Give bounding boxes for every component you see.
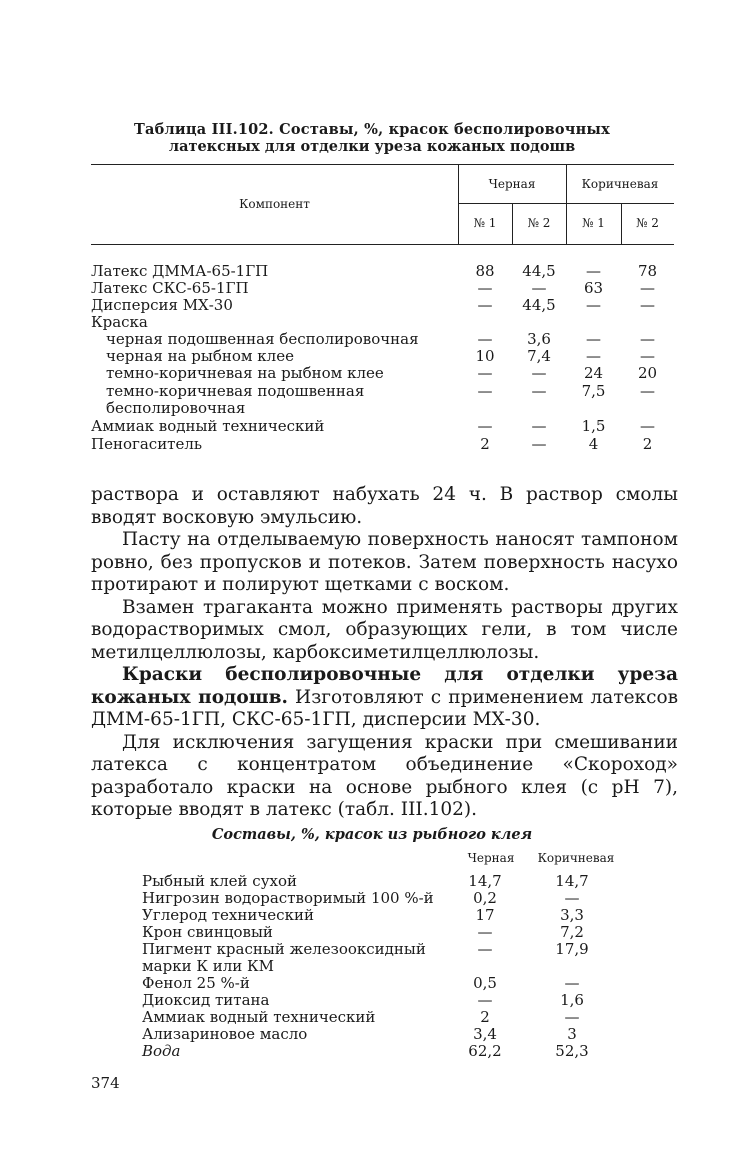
table1-cell: 44,5 [522, 262, 556, 280]
table2-row-label: Диоксид титана [142, 991, 270, 1009]
table2-cell: — [477, 991, 493, 1009]
body-text [91, 484, 678, 822]
table1-cell: — [640, 347, 655, 365]
table1-cell: — [477, 382, 493, 400]
table2-row-label: Аммиак водный технический [142, 1008, 376, 1026]
table2-cell: 14,7 [555, 872, 589, 890]
table1-header-col: № 2 [527, 216, 551, 230]
table2-row-label: Фенол 25 %-й [142, 974, 250, 992]
paragraph-text: Изготовляют с применением латексов ДММ-65-1ГП, СКС-65-1ГП, дисперсии МХ-30. [91, 686, 678, 730]
table2-header-brown: Коричневая [537, 851, 615, 865]
table1-cell: 44,5 [522, 296, 556, 314]
table1-header-col: № 1 [582, 216, 605, 230]
table1-cell: 63 [583, 279, 604, 297]
table2-cell: 17,9 [555, 940, 589, 958]
table2-cell: 3,3 [560, 906, 584, 924]
table1-cell: — [531, 382, 547, 400]
table1-cell: — [586, 296, 601, 314]
table2-row-label: Пигмент красный железооксидный [142, 940, 426, 958]
table2-cell: 0,2 [473, 889, 497, 907]
table1-header-bottom-rule [91, 244, 674, 245]
table1-cell: — [531, 279, 547, 297]
table2-row-label: Ализариновое масло [142, 1025, 308, 1043]
table2-cell: 3 [567, 1025, 577, 1043]
table1-cell: 88 [475, 262, 495, 280]
table1-cell: — [477, 417, 493, 435]
paragraph: раствора и оставляют набухать 24 ч. В раствор смолы вводят восковую эмульсию. [91, 484, 678, 528]
table1-row-label: Краска [91, 313, 148, 331]
table2-cell: 3,4 [473, 1025, 497, 1043]
table1-header-component: Компонент [239, 197, 310, 211]
table2-cell: 52,3 [555, 1042, 589, 1060]
table1-header-black: Черная [488, 177, 536, 191]
table2-caption: Составы, %, красок из рыбного клея [211, 826, 533, 843]
table1-cell: — [531, 364, 547, 382]
table2-cell: 0,5 [473, 974, 497, 992]
table1-vrule-1 [458, 164, 459, 244]
table1-cell: 2 [642, 435, 653, 453]
table2-row-label: Нигрозин водорастворимый 100 %-й [142, 889, 434, 907]
table1-row-label: темно-коричневая на рыбном клее [106, 364, 384, 382]
table1-cell: — [477, 330, 493, 348]
table2-cell: — [564, 889, 580, 907]
table1-cell: 7,4 [527, 347, 551, 365]
table2-cell: 2 [480, 1008, 490, 1026]
table1-cell: 3,6 [527, 330, 551, 348]
table2-cell: — [477, 923, 493, 941]
table2-cell: 14,7 [468, 872, 502, 890]
table1-cell: — [640, 330, 655, 348]
table1-cell: — [640, 382, 655, 400]
table2-row-label: Углерод технический [142, 906, 314, 924]
table1-row-label: Латекс ДММА-65-1ГП [91, 262, 269, 280]
table1-cell: 78 [637, 262, 658, 280]
table2-cell: 1,6 [560, 991, 584, 1009]
table1-cell: 7,5 [581, 382, 606, 400]
paragraph: Взамен трагаканта можно применять растворы других водорастворимых смол, образующих гели, в том числе метилцеллюлозы, карбоксиметилцеллюлозы. [91, 596, 678, 663]
table1-caption-line1: Таблица III.102. Составы, %, красок бесполировочных [134, 121, 610, 138]
table1-row-label: Латекс СКС-65-1ГП [91, 279, 249, 297]
table2-row-label: Рыбный клей сухой [142, 872, 298, 890]
page-number: 374 [91, 1074, 120, 1092]
table2-row-label: Вода [142, 1042, 181, 1060]
table1-cell: — [586, 262, 601, 280]
table1-top-rule [91, 164, 674, 165]
table1-cell: 4 [588, 435, 599, 453]
table2-cell: — [564, 1008, 580, 1026]
table1-cell: 20 [637, 364, 658, 382]
table2-cell: 7,2 [560, 923, 584, 941]
table2-row-label: Крон свинцовый [142, 923, 273, 941]
table1-header-col: № 2 [636, 216, 659, 230]
paragraph [91, 664, 678, 732]
table2-header-black: Черная [467, 851, 515, 865]
table2-cell: — [477, 940, 493, 958]
table1-cell: — [477, 364, 493, 382]
table1-cell: — [477, 296, 493, 314]
paragraph: Для исключения загущения краски при смешивании латекса с концентратом объединение «Скороход» разработало краски на основе рыбного клея (с pH 7), которые вводят в латекс (табл. III.102). [91, 731, 678, 820]
table1-cell: — [531, 417, 547, 435]
table2-cell: — [564, 974, 580, 992]
table1-row-label: бесполировочная [106, 399, 246, 417]
table1-caption-line2: латексных для отделки уреза кожаных подошв [168, 138, 576, 155]
table1-cell: 24 [583, 364, 604, 382]
table1-header-col: № 1 [473, 216, 497, 230]
table1-row-label: темно-коричневая подошвенная [106, 382, 365, 400]
table1-cell: — [531, 435, 547, 453]
table2-cell: 17 [475, 906, 495, 924]
table1-header-brown: Коричневая [581, 177, 659, 191]
table1-cell: 1,5 [581, 417, 606, 435]
table2-row-label: марки К или КМ [142, 957, 274, 975]
table1-cell: — [640, 279, 655, 297]
table1-cell: — [586, 330, 601, 348]
table1-cell: 10 [475, 347, 495, 365]
table1-vrule-3 [566, 164, 567, 244]
table1-cell: — [586, 347, 601, 365]
table1-cell: — [640, 296, 655, 314]
table1-row-label: черная подошвенная бесполировочная [106, 330, 419, 348]
table1-cell: 2 [480, 435, 490, 453]
table1-row-label: Аммиак водный технический [91, 417, 325, 435]
table1-row-label: Дисперсия МХ-30 [91, 296, 233, 314]
table1-row-label: черная на рыбном клее [106, 347, 294, 365]
table1-row-label: Пеногаситель [91, 435, 203, 453]
table1-cell: — [477, 279, 493, 297]
table2-cell: 62,2 [468, 1042, 502, 1060]
paragraph-heading: Краски бесполировочные для отделки уреза кожаных подошв. [91, 664, 678, 708]
table1-cell: — [640, 417, 655, 435]
paragraph: Пасту на отделываемую поверхность наносят тампоном ровно, без пропусков и потеков. Затем поверхность насухо протирают и полируют щетками с воском. [91, 529, 678, 595]
